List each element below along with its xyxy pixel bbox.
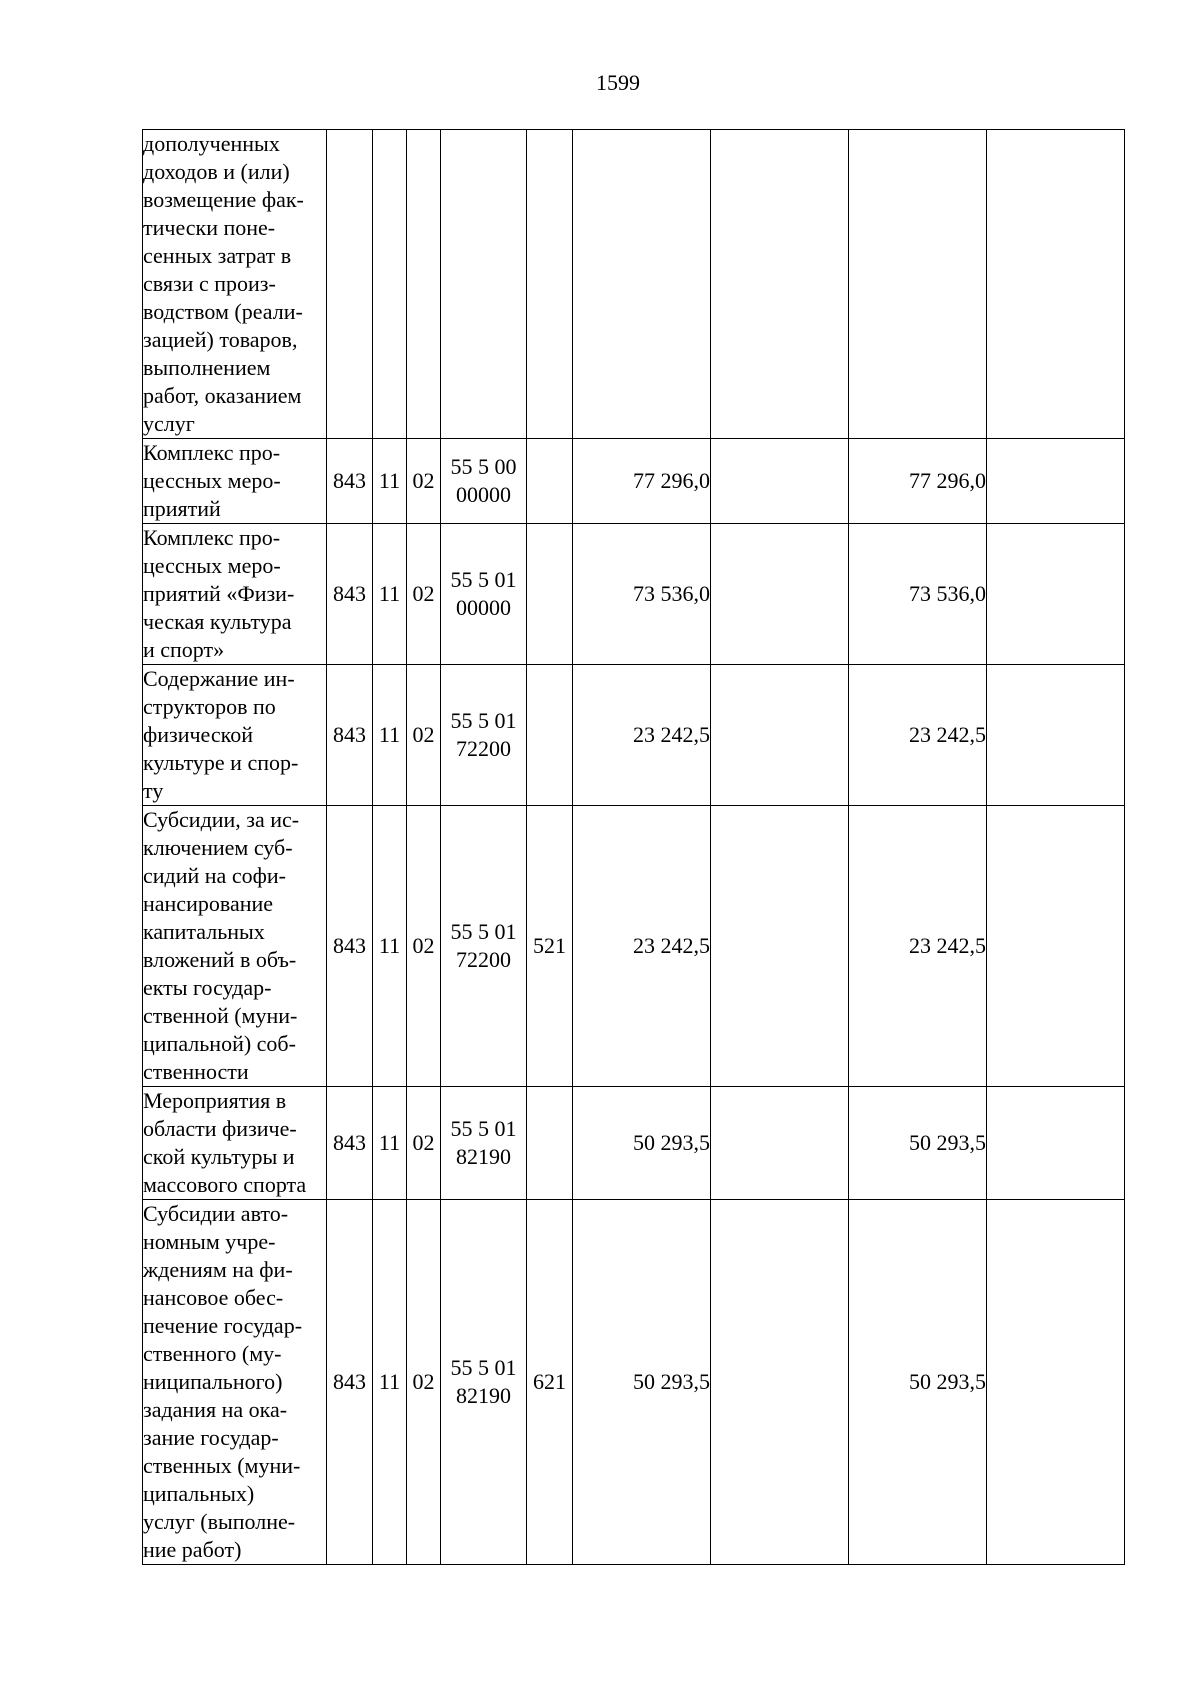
target-article-line2: 82190 — [456, 1383, 511, 1408]
target-article-line2: 82190 — [456, 1144, 511, 1169]
section-code-cell: 11 — [373, 806, 407, 1087]
section-code-cell: 11 — [373, 1200, 407, 1565]
target-article-line1: 55 5 01 — [450, 708, 517, 733]
target-article-line1: 55 5 01 — [450, 919, 517, 944]
ministry-code-cell: 843 — [327, 1200, 373, 1565]
ministry-code-cell — [327, 130, 373, 439]
ministry-code-cell: 843 — [327, 1087, 373, 1200]
target-article-cell — [441, 524, 527, 665]
amount-cell-1: 73 536,0 — [573, 524, 711, 665]
row-name-cell: дополученных доходов и (или) возмещение фак- тически поне- сенных затрат в связи с произ- водством (реали- зацией) товаров, выполнением работ, оказанием услуг — [143, 130, 327, 439]
amount-cell-3 — [849, 130, 987, 439]
subsection-code-cell: 02 — [407, 524, 441, 665]
subsection-code-cell: 02 — [407, 806, 441, 1087]
target-article-line1: 55 5 01 — [450, 567, 517, 592]
amount-cell-4 — [987, 439, 1125, 524]
amount-cell-2 — [711, 524, 849, 665]
section-code-cell — [373, 130, 407, 439]
subsection-code-cell: 02 — [407, 439, 441, 524]
subsection-code-cell: 02 — [407, 1087, 441, 1200]
amount-cell-1: 23 242,5 — [573, 665, 711, 806]
amount-cell-1 — [573, 130, 711, 439]
amount-cell-2 — [711, 1200, 849, 1565]
budget-table — [142, 129, 1125, 1565]
amount-cell-4 — [987, 130, 1125, 439]
target-article-line1: 55 5 01 — [450, 1355, 517, 1380]
section-code-cell: 11 — [373, 524, 407, 665]
target-article-cell — [441, 130, 527, 439]
amount-cell-4 — [987, 1200, 1125, 1565]
ministry-code-cell: 843 — [327, 806, 373, 1087]
target-article-line2: 00000 — [456, 482, 511, 507]
amount-cell-1: 50 293,5 — [573, 1200, 711, 1565]
table-row — [143, 130, 1125, 439]
amount-cell-3: 73 536,0 — [849, 524, 987, 665]
expense-type-cell — [527, 665, 573, 806]
section-code-cell: 11 — [373, 439, 407, 524]
target-article-line1: 55 5 00 — [450, 454, 517, 479]
amount-cell-2 — [711, 130, 849, 439]
expense-type-cell — [527, 1087, 573, 1200]
target-article-cell — [441, 439, 527, 524]
target-article-cell — [441, 1087, 527, 1200]
table-row — [143, 1087, 1125, 1200]
target-article-line1: 55 5 01 — [450, 1116, 517, 1141]
row-name-cell: Комплекс про- цессных меро- приятий — [143, 439, 327, 524]
subsection-code-cell — [407, 130, 441, 439]
table-row — [143, 1200, 1125, 1565]
amount-cell-3: 23 242,5 — [849, 806, 987, 1087]
expense-type-cell: 621 — [527, 1200, 573, 1565]
row-name-cell: Субсидии, за ис- ключением суб- сидий на софи- нансирование капитальных вложений в объ- екты государ- ственной (муни- ципальной) соб- ственности — [143, 806, 327, 1087]
expense-type-cell — [527, 524, 573, 665]
row-name-cell: Мероприятия в области физиче- ской культуры и массового спорта — [143, 1087, 327, 1200]
amount-cell-4 — [987, 665, 1125, 806]
target-article-line2: 00000 — [456, 595, 511, 620]
amount-cell-1: 50 293,5 — [573, 1087, 711, 1200]
table-row — [143, 524, 1125, 665]
subsection-code-cell: 02 — [407, 665, 441, 806]
expense-type-cell — [527, 439, 573, 524]
target-article-cell — [441, 1200, 527, 1565]
amount-cell-3: 77 296,0 — [849, 439, 987, 524]
table-row — [143, 439, 1125, 524]
target-article-line2: 72200 — [456, 736, 511, 761]
section-code-cell: 11 — [373, 1087, 407, 1200]
section-code-cell: 11 — [373, 665, 407, 806]
ministry-code-cell: 843 — [327, 665, 373, 806]
amount-cell-3: 50 293,5 — [849, 1087, 987, 1200]
amount-cell-2 — [711, 1087, 849, 1200]
amount-cell-4 — [987, 806, 1125, 1087]
amount-cell-3: 50 293,5 — [849, 1200, 987, 1565]
amount-cell-3: 23 242,5 — [849, 665, 987, 806]
table-row — [143, 665, 1125, 806]
amount-cell-2 — [711, 439, 849, 524]
amount-cell-2 — [711, 806, 849, 1087]
target-article-cell — [441, 665, 527, 806]
amount-cell-2 — [711, 665, 849, 806]
target-article-line2: 72200 — [456, 947, 511, 972]
amount-cell-1: 77 296,0 — [573, 439, 711, 524]
ministry-code-cell: 843 — [327, 439, 373, 524]
ministry-code-cell: 843 — [327, 524, 373, 665]
amount-cell-4 — [987, 524, 1125, 665]
expense-type-cell: 521 — [527, 806, 573, 1087]
row-name-cell: Субсидии авто- номным учре- ждениям на фи- нансовое обес- печение государ- ственного (му- ниципального) задания на ока- зание государ- ственных (муни- ципальных) услуг (выполне- ние работ) — [143, 1200, 327, 1565]
subsection-code-cell: 02 — [407, 1200, 441, 1565]
amount-cell-1: 23 242,5 — [573, 806, 711, 1087]
target-article-cell — [441, 806, 527, 1087]
page-number: 1599 — [596, 70, 640, 95]
row-name-cell: Содержание ин- структоров по физической культуре и спор- ту — [143, 665, 327, 806]
expense-type-cell — [527, 130, 573, 439]
amount-cell-4 — [987, 1087, 1125, 1200]
row-name-cell: Комплекс про- цессных меро- приятий «Физи- ческая культура и спорт» — [143, 524, 327, 665]
table-row — [143, 806, 1125, 1087]
